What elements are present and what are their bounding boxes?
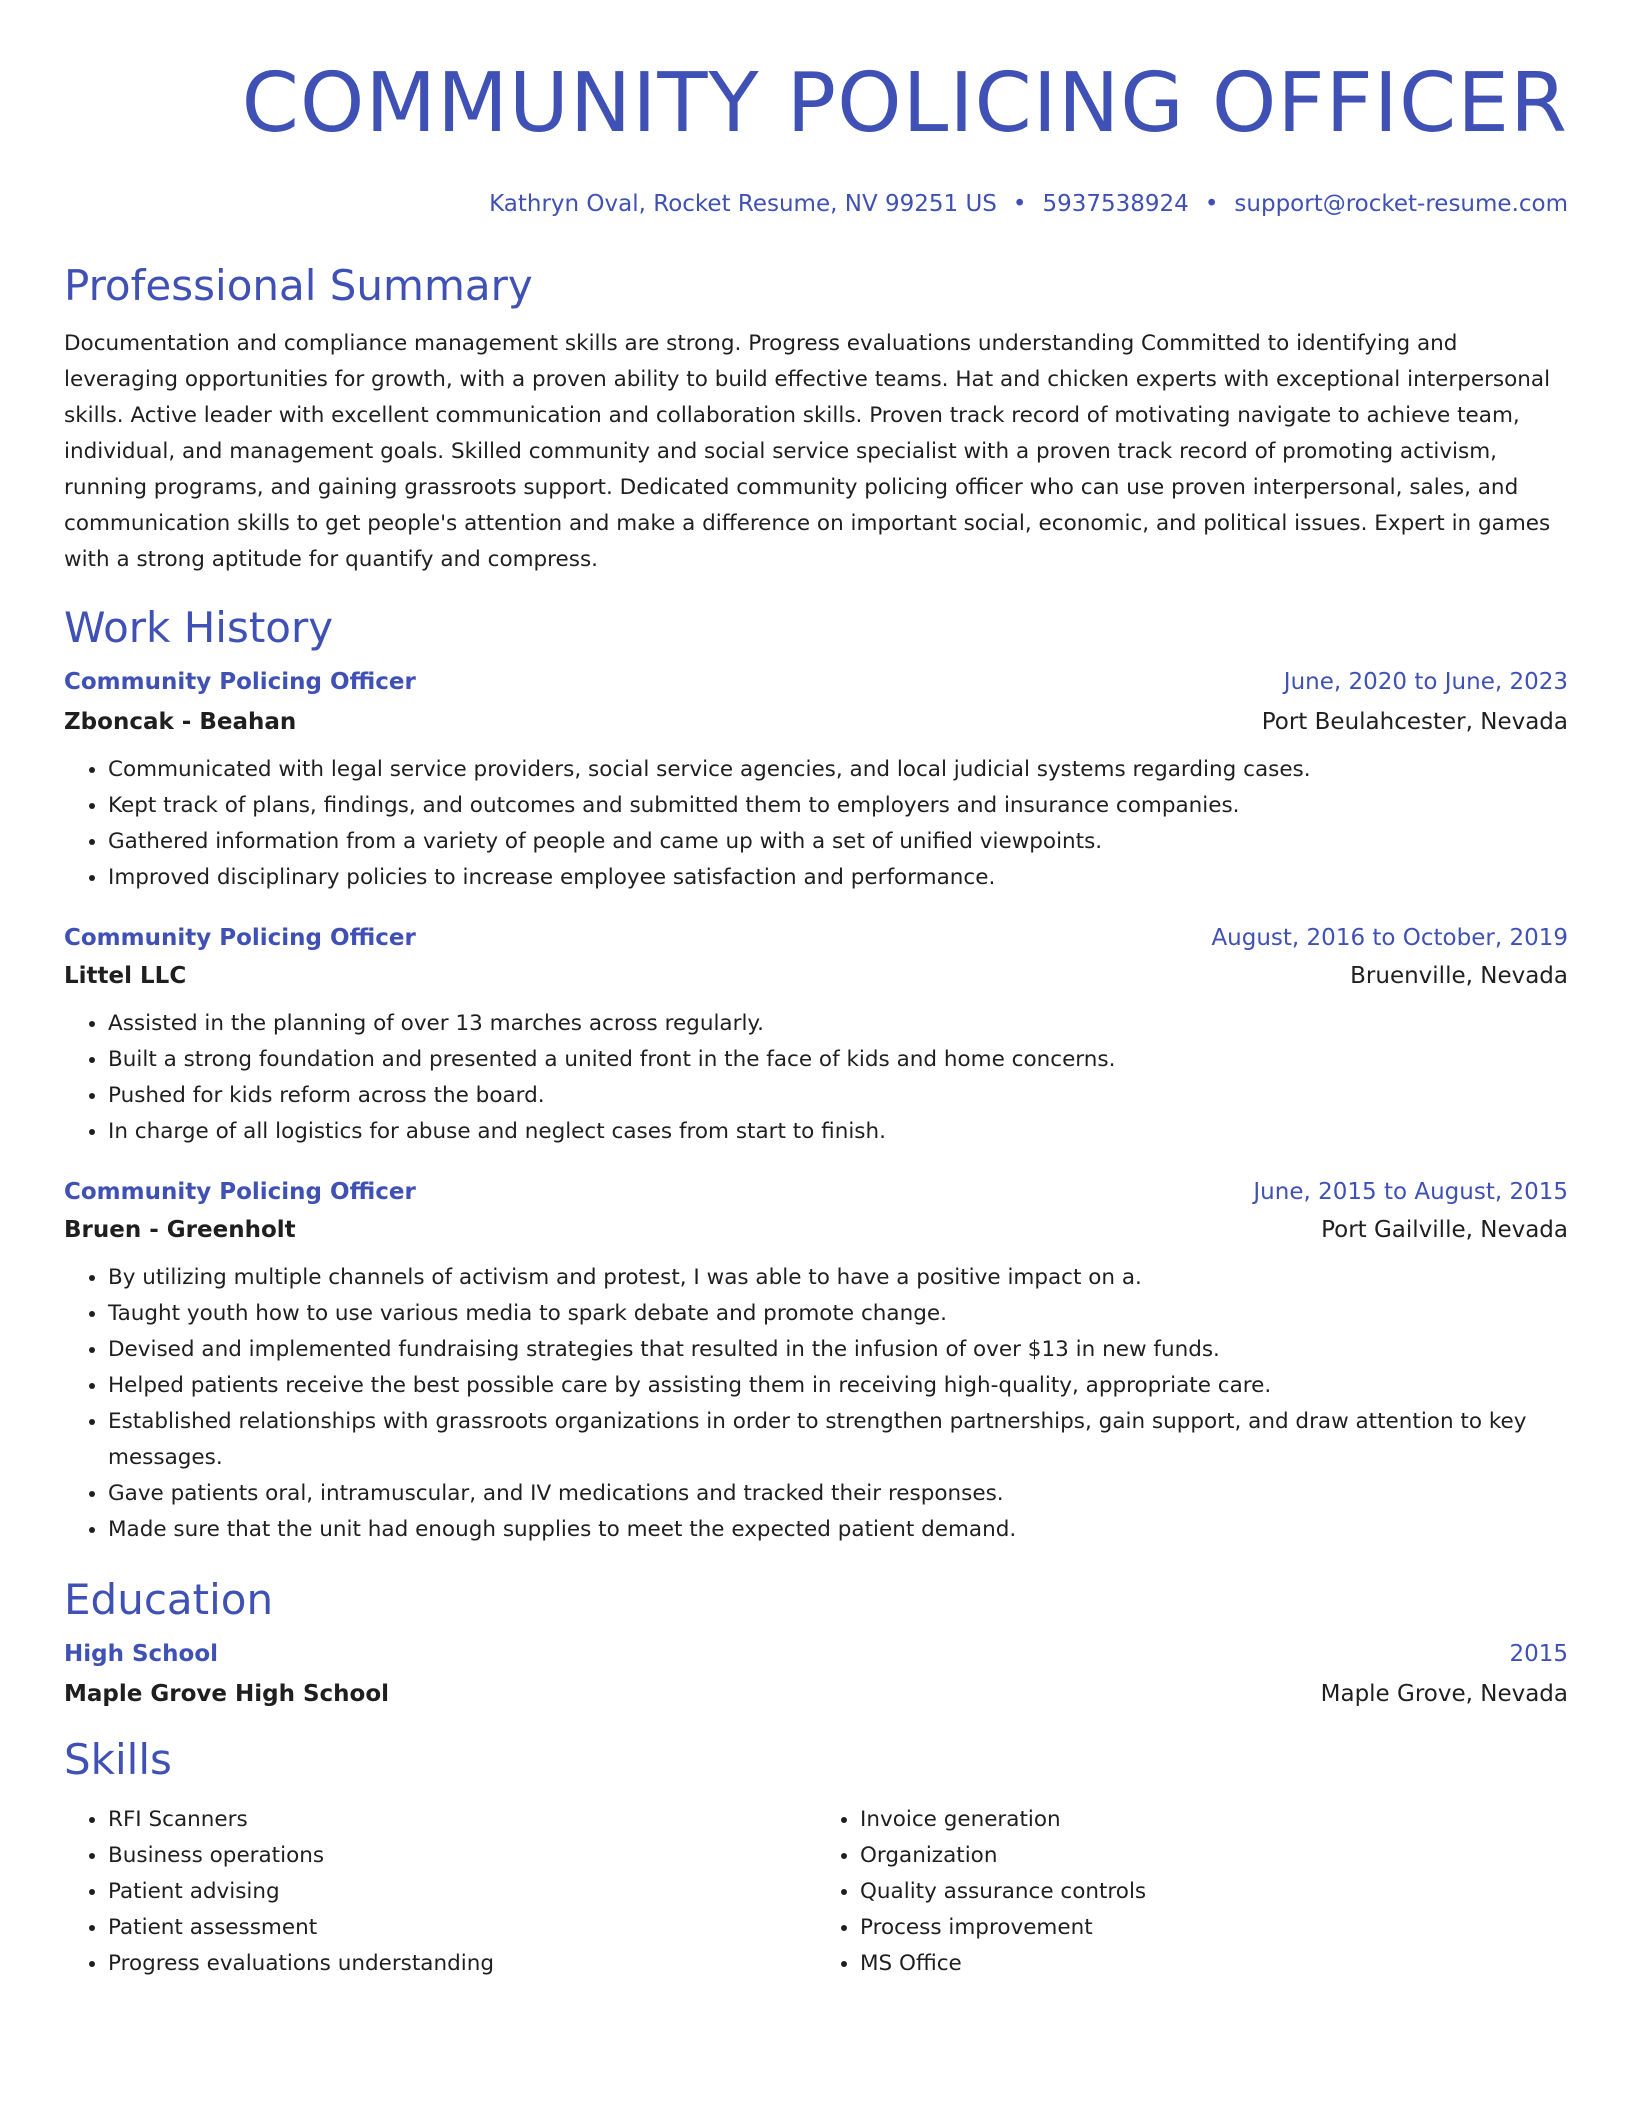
- summary-text: Documentation and compliance management skills are strong. Progress evaluations understanding Committed to identifying and leveraging opportunities for growth, with a proven ability to build effective teams. Hat and chicken experts with exceptional interpersonal skills. Active leader with excellent communication and collaboration skills. Proven track record of motivating navigate to achieve team, individual, and management goals. Skilled community and social service specialist with a proven track record of promoting activism, running programs, and gaining grassroots support. Dedicated community policing officer who can use proven interpersonal, sales, and communication skills to get people's attention and make a difference on important social, economic, and political issues. Expert in games with a strong aptitude for quantify and compress.: [64, 331, 1551, 572]
- job-location: Bruenville, Nevada: [1350, 963, 1568, 989]
- skills-column-left: [64, 1802, 816, 1982]
- contact-address: Kathryn Oval, Rocket Resume, NV 99251 US: [489, 191, 997, 217]
- school-name: Maple Grove High School: [64, 1681, 390, 1707]
- skill-item: • MS Office: [860, 1946, 1568, 1982]
- skill-item: • Business operations: [108, 1838, 816, 1874]
- list-item: • Established relationships with grassroots organizations in order to strengthen partnerships, gain support, and draw attention to key messages.: [108, 1404, 1568, 1476]
- summary-heading: Professional Summary: [64, 261, 533, 310]
- job-title: Community Policing Officer: [64, 669, 416, 695]
- skill-item: • RFI Scanners: [108, 1802, 816, 1838]
- skills-list: [64, 1788, 1568, 1982]
- resume-title: COMMUNITY POLICING OFFICER: [241, 56, 1568, 151]
- job-dates: August, 2016 to October, 2019: [1211, 925, 1568, 951]
- list-item: • Devised and implemented fundraising strategies that resulted in the infusion of over $13 in new funds.: [108, 1332, 1568, 1368]
- job-company: Littel LLC: [64, 963, 187, 989]
- skills-heading: Skills: [64, 1735, 172, 1784]
- contact-phone: 5937538924: [1042, 191, 1189, 217]
- skill-item: • Organization: [860, 1838, 1568, 1874]
- list-item: • Assisted in the planning of over 13 marches across regularly.: [108, 1006, 1568, 1042]
- skill-item: • Patient assessment: [108, 1910, 816, 1946]
- job-title: Community Policing Officer: [64, 1179, 416, 1205]
- work-history-heading: Work History: [64, 603, 334, 652]
- skills-column-right: [816, 1802, 1568, 1982]
- list-item: • Made sure that the unit had enough supplies to meet the expected patient demand.: [108, 1512, 1568, 1548]
- graduation-year: 2015: [1509, 1641, 1568, 1667]
- degree: High School: [64, 1641, 219, 1667]
- skill-item: • Quality assurance controls: [860, 1874, 1568, 1910]
- contact-line: [64, 188, 1568, 220]
- skill-item: • Progress evaluations understanding: [108, 1946, 816, 1982]
- list-item: • Gave patients oral, intramuscular, and IV medications and tracked their responses.: [108, 1476, 1568, 1512]
- job-bullets: [64, 1006, 1568, 1150]
- list-item: • Kept track of plans, findings, and outcomes and submitted them to employers and insurance companies.: [108, 788, 1568, 824]
- list-item: • Taught youth how to use various media to spark debate and promote change.: [108, 1296, 1568, 1332]
- job-entry: [64, 1176, 1568, 1548]
- education-entry: [64, 1638, 1568, 1710]
- contact-separator: •: [1204, 191, 1219, 217]
- list-item: • By utilizing multiple channels of activism and protest, I was able to have a positive impact on a.: [108, 1260, 1568, 1296]
- job-dates: June, 2015 to August, 2015: [1253, 1179, 1568, 1205]
- job-location: Port Gailville, Nevada: [1321, 1217, 1568, 1243]
- list-item: • Built a strong foundation and presented a united front in the face of kids and home concerns.: [108, 1042, 1568, 1078]
- skill-item: • Process improvement: [860, 1910, 1568, 1946]
- list-item: • Helped patients receive the best possible care by assisting them in receiving high-quality, appropriate care.: [108, 1368, 1568, 1404]
- education-heading: Education: [64, 1575, 274, 1624]
- skill-item: • Patient advising: [108, 1874, 816, 1910]
- list-item: • Communicated with legal service providers, social service agencies, and local judicial systems regarding cases.: [108, 752, 1568, 788]
- contact-email[interactable]: support@rocket-resume.com: [1234, 191, 1568, 217]
- skill-item: • Invoice generation: [860, 1802, 1568, 1838]
- list-item: • In charge of all logistics for abuse and neglect cases from start to finish.: [108, 1114, 1568, 1150]
- job-bullets: [64, 752, 1568, 896]
- job-dates: June, 2020 to June, 2023: [1283, 669, 1568, 695]
- job-entry: [64, 666, 1568, 896]
- job-bullets: [64, 1260, 1568, 1548]
- job-title: Community Policing Officer: [64, 925, 416, 951]
- list-item: • Gathered information from a variety of people and came up with a set of unified viewpoints.: [108, 824, 1568, 860]
- job-entry: [64, 922, 1568, 1150]
- job-company: Bruen - Greenholt: [64, 1217, 296, 1243]
- job-location: Port Beulahcester, Nevada: [1261, 709, 1568, 735]
- contact-separator: •: [1012, 191, 1027, 217]
- list-item: • Improved disciplinary policies to increase employee satisfaction and performance.: [108, 860, 1568, 896]
- job-company: Zboncak - Beahan: [64, 709, 297, 735]
- list-item: • Pushed for kids reform across the board.: [108, 1078, 1568, 1114]
- school-location: Maple Grove, Nevada: [1320, 1681, 1568, 1707]
